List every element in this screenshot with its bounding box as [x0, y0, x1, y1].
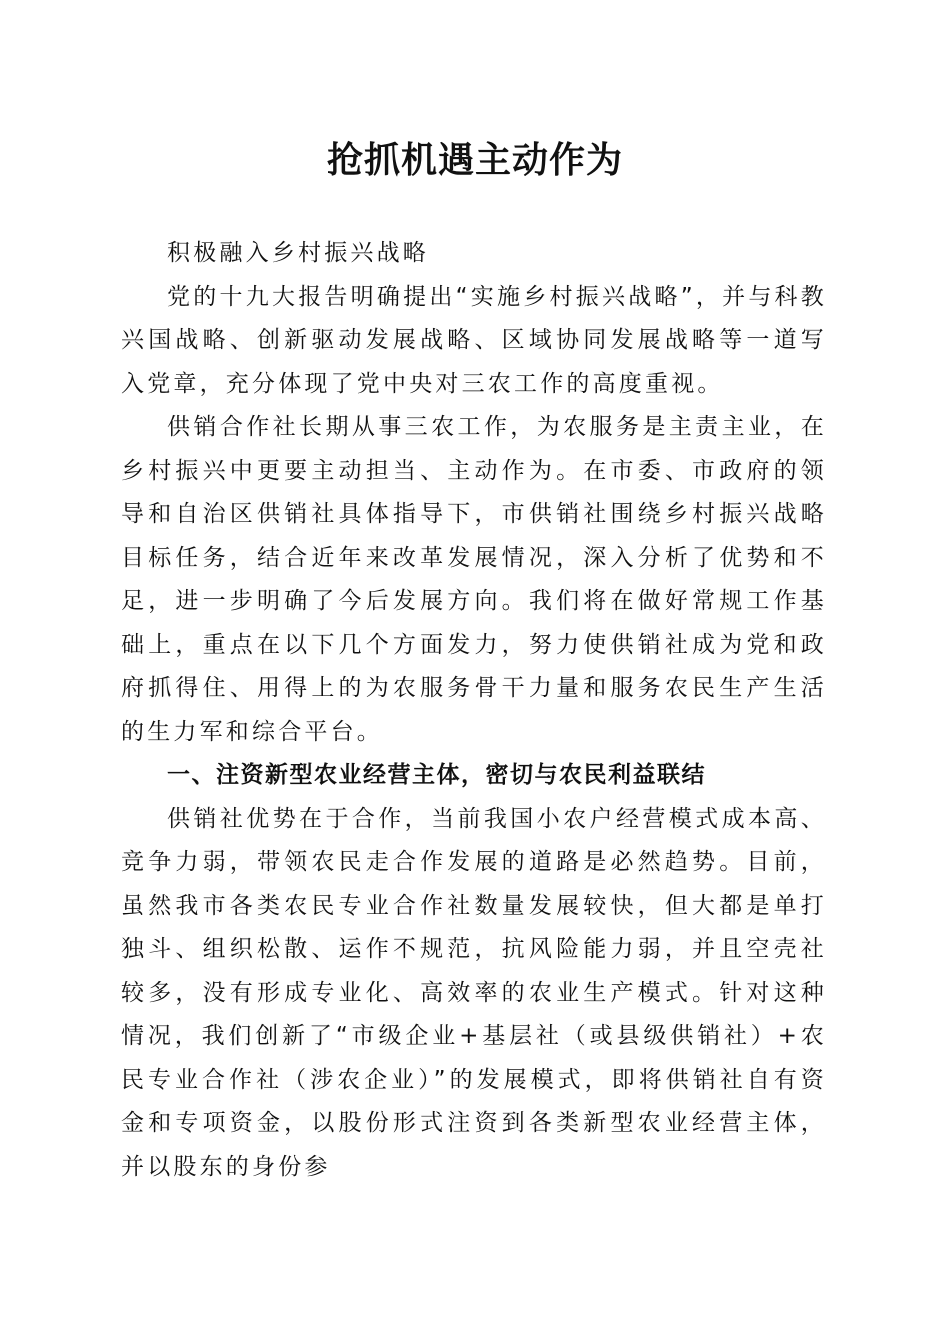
- document-title: 抢抓机遇主动作为: [326, 139, 623, 181]
- section-heading: 一、注资新型农业经营主体，密切与农民利益联结: [167, 762, 706, 788]
- subtitle-paragraph: 积极融入乡村振兴战略: [167, 240, 429, 266]
- body-paragraph: 党的十九大报告明确提出“实施乡村振兴战略”，并与科教兴国战略、创新驱动发展战略、区域协同发展战略等一道写入党章，充分体现了党中央对三农工作的高度重视。: [121, 283, 827, 397]
- document-body: [121, 232, 827, 1189]
- body-paragraph: 供销合作社长期从事三农工作，为农服务是主责主业，在乡村振兴中更要主动担当、主动作为。在市委、市政府的领导和自治区供销社具体指导下，市供销社围绕乡村振兴战略目标任务，结合近年来改革发展情况，深入分析了优势和不足，进一步明确了今后发展方向。我们将在做好常规工作基础上，重点在以下几个方面发力，努力使供销社成为党和政府抓得住、用得上的为农服务骨干力量和服务农民生产生活的生力军和综合平台。: [121, 414, 827, 745]
- body-paragraph: 供销社优势在于合作，当前我国小农户经营模式成本高、竞争力弱，带领农民走合作发展的道路是必然趋势。目前，虽然我市各类农民专业合作社数量发展较快，但大都是单打独斗、组织松散、运作不规范，抗风险能力弱，并且空壳社较多，没有形成专业化、高效率的农业生产模式。针对这种情况，我们创新了“市级企业+基层社（或县级供销社）+农民专业合作社（涉农企业）”的发展模式，即将供销社自有资金和专项资金，以股份形式注资到各类新型农业经营主体，并以股东的身份参: [121, 805, 827, 1180]
